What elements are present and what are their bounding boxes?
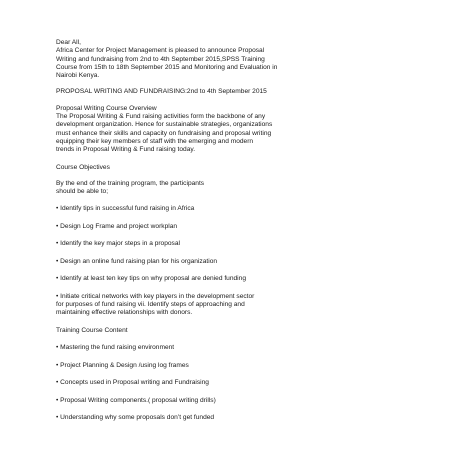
objectives-list bbox=[56, 205, 396, 317]
list-item: • Project Planning & Design /using log frames bbox=[56, 361, 189, 369]
list-item: • Understanding why some proposals don’t get funded bbox=[56, 414, 215, 421]
letter-body bbox=[56, 39, 396, 422]
list-item: • Concepts used in Proposal writing and Fundraising bbox=[56, 379, 209, 387]
intro-paragraph: Africa Center for Project Management is pleased to announce Proposal Writing and fundraising from 2nd to 4th September 2015,SPSS Training Course from 15th to 18th September 2015 and Monitoring and Evaluation in Nairobi Kenya. bbox=[56, 47, 278, 80]
list-item: • Proposal Writing components.( proposal writing drills) bbox=[56, 396, 216, 404]
objectives-intro: By the end of the training program, the participants should be able to; bbox=[56, 179, 205, 196]
list-item: • Identify the key major steps in a proposal bbox=[56, 240, 180, 248]
salutation: Dear All, bbox=[56, 39, 81, 46]
list-item: • Identify tips in successful fund raising in Africa bbox=[56, 205, 195, 213]
content-list bbox=[56, 344, 396, 422]
content-title: Training Course Content bbox=[56, 326, 128, 334]
objectives-title: Course Objectives bbox=[56, 163, 110, 171]
overview-paragraph: The Proposal Writing & Fund raising activities form the backbone of any development organization. Hence for sustainable strategies, organizations must enhance their skills and capacity on fundraising and proposal writing equipping their key members of staff with the emerging and modern trends in Proposal Writing & Fund raising today. bbox=[56, 113, 273, 154]
list-item: • Mastering the fund raising environment bbox=[56, 344, 175, 352]
overview-title: Proposal Writing Course Overview bbox=[56, 104, 157, 112]
list-item: • Design Log Frame and project workplan bbox=[56, 222, 178, 230]
course-heading: PROPOSAL WRITING AND FUNDRAISING:2nd to 4th September 2015 bbox=[56, 88, 267, 96]
list-item: • Identify at least ten key tips on why proposal are denied funding bbox=[56, 275, 246, 283]
list-item: • Initiate critical networks with key players in the development sector for purposes of fund raising vii. Identify steps of approaching and maintaining effective relationships with donors. bbox=[56, 292, 255, 317]
list-item: • Design an online fund raising plan for his organization bbox=[56, 257, 218, 265]
